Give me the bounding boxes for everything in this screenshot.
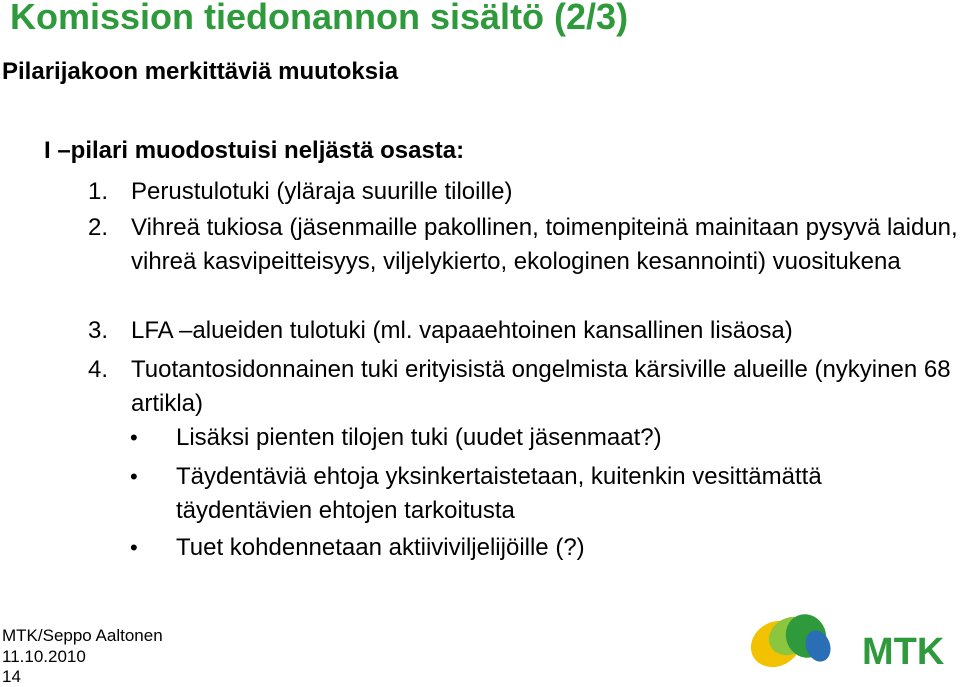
bullet-item-3 [130,531,960,565]
bullet-icon: • [130,425,138,450]
bullet-text: Lisäksi pienten tilojen tuki (uudet jäsenmaat?) [176,424,662,451]
bullet-icon: • [130,464,138,489]
list-text: LFA –alueiden tulotuki (ml. vapaaehtoinen kansallinen lisäosa) [131,317,793,344]
list-item-1 [88,175,960,209]
logo-leaf-icon [746,608,835,676]
list-text: Perustulotuki (yläraja suurille tiloille) [131,178,513,205]
list-item-2 [88,211,960,279]
list-number: 1. [88,178,109,205]
logo-text: MTK [862,631,945,673]
mtk-logo-icon [746,606,956,678]
list-text: Tuotantosidonnainen tuki erityisistä ongelmista kärsiville alueille (nykyinen 68 artikla) [131,356,951,417]
bullet-item-1 [130,421,960,455]
slide-subtitle: Pilarijakoon merkittäviä muutoksia [2,58,399,85]
list-number: 3. [88,317,109,344]
footer-author: MTK/Seppo Aaltonen [2,626,163,645]
bullet-icon: • [130,535,138,560]
list-text: Vihreä tukiosa (jäsenmaille pakollinen, toimenpiteinä mainitaan pysyvä laidun, vihreä kasvipeitteisyys, viljelykierto, ekologinen kesannointi) vuositukena [131,214,958,275]
section-heading: I –pilari muodostuisi neljästä osasta: [44,137,465,164]
footer-date: 11.10.2010 [2,647,86,666]
list-item-3 [88,314,960,348]
list-number: 4. [88,356,109,383]
bullet-text: Täydentäviä ehtoja yksinkertaistetaan, kuitenkin vesittämättä täydentävien ehtojen tarkoitusta [176,463,822,524]
list-item-4 [88,353,960,421]
slide-title: Komission tiedonannon sisältö (2/3) [10,0,629,37]
bullet-item-2 [130,460,960,528]
list-number: 2. [88,214,109,241]
bullet-text: Tuet kohdennetaan aktiiviviljelijöille (?) [176,534,585,561]
footer-page-number: 14 [2,667,21,686]
